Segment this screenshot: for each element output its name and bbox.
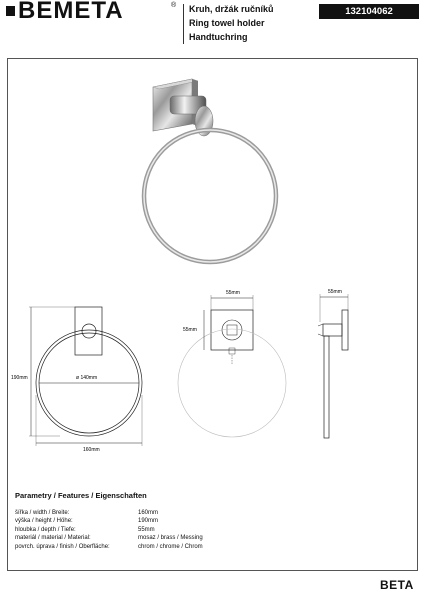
param-row bbox=[15, 534, 395, 542]
param-value: 190mm bbox=[138, 518, 159, 525]
param-label: povrch. úprava / finish / Oberfläche: bbox=[15, 543, 110, 550]
product-code: 132104062 bbox=[319, 4, 419, 19]
logo-text: BEMETA bbox=[18, 0, 124, 24]
front-height-dim: 190mm bbox=[11, 375, 28, 381]
param-label: materiál / material / Material: bbox=[15, 535, 91, 542]
plate-view bbox=[178, 295, 286, 437]
param-label: výška / height / Höhe: bbox=[15, 518, 73, 525]
series-name: BETA bbox=[380, 578, 414, 592]
title-cz: Kruh, držák ručníků bbox=[189, 4, 274, 14]
param-value: 160mm bbox=[138, 510, 159, 516]
param-label: hloubka / depth / Tiefe: bbox=[15, 526, 76, 533]
front-width-dim: 160mm bbox=[83, 447, 100, 453]
side-view bbox=[318, 294, 348, 438]
param-value: chrom / chrome / Chrom bbox=[138, 543, 203, 550]
parameters-title: Parametry / Features / Eigenschaften bbox=[15, 491, 147, 500]
side-depth-dim: 55mm bbox=[328, 289, 342, 295]
param-value: 55mm bbox=[138, 526, 155, 533]
param-row bbox=[15, 509, 395, 517]
title-de: Handtuchring bbox=[189, 32, 248, 42]
param-row bbox=[15, 543, 395, 551]
parameters-section bbox=[15, 491, 395, 551]
param-value: mosaz / brass / Messing bbox=[138, 535, 203, 542]
plate-height-dim: 55mm bbox=[183, 327, 197, 333]
ring-diameter-dim: ø 140mm bbox=[76, 375, 98, 381]
registered-mark: ® bbox=[171, 2, 177, 9]
param-row bbox=[15, 526, 395, 534]
title-en: Ring towel holder bbox=[189, 18, 265, 28]
param-row bbox=[15, 517, 395, 525]
param-label: šířka / width / Breite: bbox=[15, 510, 70, 516]
plate-width-dim: 55mm bbox=[226, 290, 240, 296]
